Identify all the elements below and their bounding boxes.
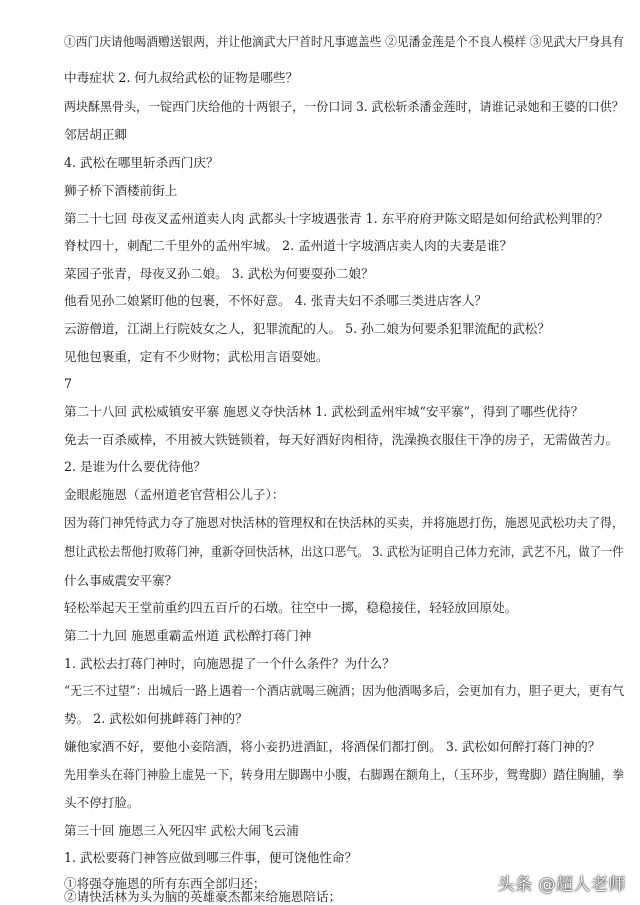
text-line: 先用拳头在蒋门神脸上虚晃一下，转身用左脚踢中小腹，右脚踢在额角上，（玉环步，鸳鸯脚）踏住胸脯，拳: [64, 767, 625, 782]
text-line: 第二十七回 母夜叉孟州道卖人肉 武都头十字坡遇张青 1. 东平府府尹陈文昭是如何给武松判罪的？: [64, 211, 609, 226]
text-line: 什么事威震安平寨？: [64, 573, 178, 588]
text-line: 因为蒋门神凭恃武力夺了施恩对快活林的管理权和在快活林的买卖，并将施恩打伤，施恩见武松功夫了得，: [64, 515, 624, 530]
text-line: 菜园子张青，母夜叉孙二娘。 3. 武松为何要耍孙二娘？: [64, 266, 374, 281]
text-line: 1. 武松去打蒋门神时，向施恩提了一个什么条件？为什么？: [64, 656, 395, 671]
section-heading: 第二十九回 施恩重霸孟州道 武松醉打蒋门神: [64, 628, 312, 643]
text-line: 云游僧道，江湖上行院妓女之人，犯罪流配的人。 5. 孙二娘为何要杀犯罪流配的武松？: [64, 321, 550, 336]
text-line: 邻居胡正卿: [64, 127, 127, 142]
text-line: 两块酥黑骨头，一锭西门庆给他的十两银子，一份口词 3. 武松斩杀潘金莲时，请谁记录她和王婆的口供？: [64, 99, 624, 114]
text-line: 狮子桥下酒楼前街上: [64, 183, 178, 198]
text-line: 免去一百杀威棒，不用被大铁链锁着，每天好酒好肉相待，洗澡换衣服住干净的房子，无需做苦力。: [64, 432, 619, 447]
text-line: 嫌他家酒不好，要他小妾陪酒，将小妾扔进酒缸，将酒保们都打倒。 3. 武松如何醉打蒋门神的？: [64, 739, 601, 754]
watermark: 头条 @超人老师: [497, 875, 626, 895]
page-number: 7: [64, 376, 73, 391]
text-line: 轻松举起天王堂前重约四五百斤的石墩。往空中一掷，稳稳接住，轻轻放回原处。: [64, 600, 518, 615]
text-line: 1. 武松要蒋门神答应做到哪三件事，便可饶他性命？: [64, 850, 358, 865]
text-line: 第二十八回 武松威镇安平寨 施恩义夺快活林 1. 武松到孟州牢城“安平寨”，得到了哪些优待？: [64, 404, 584, 419]
text-line: 他看见孙二娘紧盯他的包裹，不怀好意。 4. 张青夫妇不杀哪三类进店客人？: [64, 293, 488, 308]
text-line: 势。 2. 武松如何挑衅蒋门神的？: [64, 711, 248, 726]
text-line: 2. 是谁为什么要优待他？: [64, 459, 206, 474]
text-line: 4. 武松在哪里斩杀西门庆？: [64, 155, 219, 170]
text-line: ②请快活林为头为脑的英雄豪杰都来给施恩陪话；: [64, 889, 342, 904]
text-line: 想让武松去帮他打败蒋门神，重新夺回快活林，出这口恶气。 3. 武松为证明自己体力充沛，武艺不凡，做了一件: [64, 544, 624, 559]
text-line: 金眼彪施恩（孟州道老官营相公儿子）：: [64, 487, 285, 502]
section-heading: 第三十回 施恩三入死囚牢 武松大闹飞云浦: [64, 823, 299, 838]
text-line: 见他包裹重，定有不少财物；武松用言语耍她。: [64, 349, 329, 364]
text-line: 脊杖四十，刺配二千里外的孟州牢城。 2. 孟州道十字坡酒店卖人肉的夫妻是谁？: [64, 238, 513, 253]
text-line: “无三不过望”：出城后一路上遇着一个酒店就喝三碗酒；因为他酒喝多后，会更加有力，胆子更大，更有气: [64, 683, 625, 698]
text-line: ①将强夺施恩的所有东西全部归还；: [64, 876, 266, 891]
text-line: 中毒症状 2. 何九叔给武松的证物是哪些？: [64, 70, 299, 85]
text-line: 头不停打脸。: [64, 795, 140, 810]
text-line: ①西门庆请他喝酒赠送银两，并让他滴武大尸首时凡事遮盖些 ②见潘金莲是个不良人模样 ③见武大尸身具有: [64, 34, 624, 49]
